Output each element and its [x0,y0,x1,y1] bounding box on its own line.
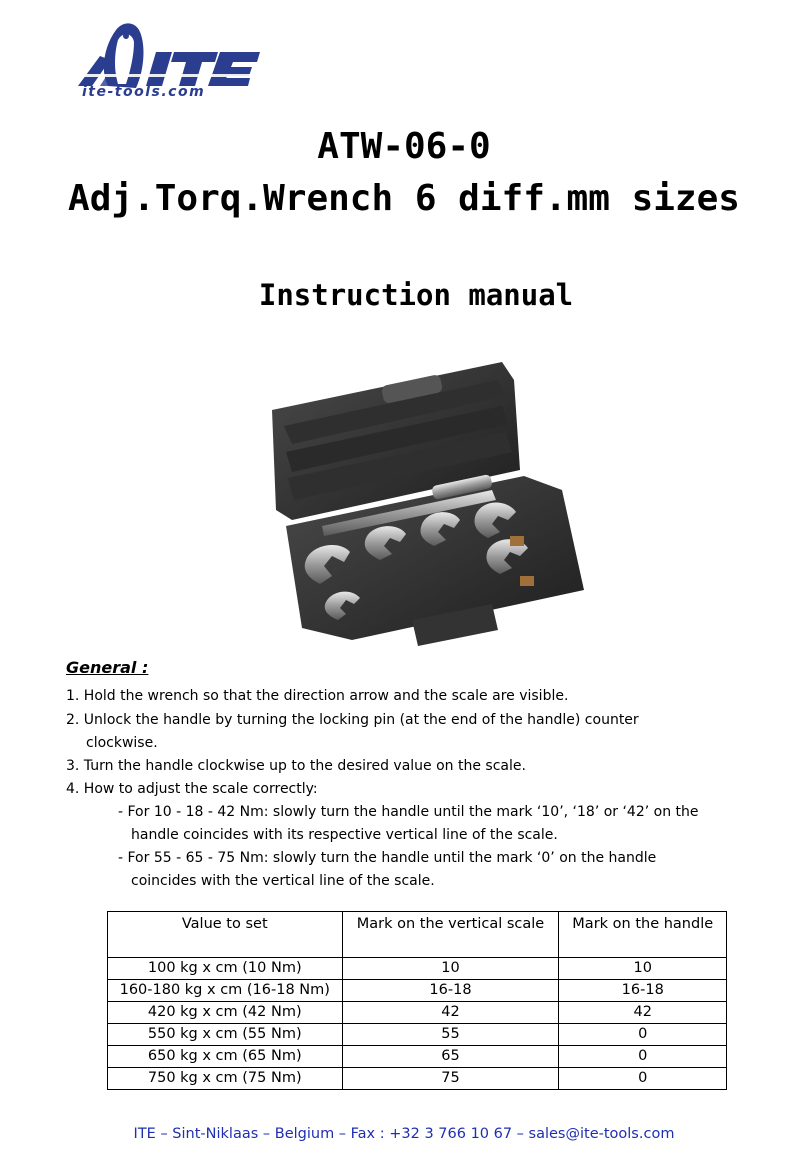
model-title: ATW-06-0 [317,126,491,167]
cell-handle: 16-18 [559,980,727,1002]
cell-handle: 0 [559,1068,727,1090]
product-photo [262,340,592,658]
table-row [108,980,727,1002]
table-row [108,958,727,980]
cell-value: 100 kg x cm (10 Nm) [108,958,343,980]
cell-value: 650 kg x cm (65 Nm) [108,1046,343,1068]
instruction-line: handle coincides with its respective vertical line of the scale. [131,827,558,843]
cell-scale: 75 [342,1068,559,1090]
header-handle-mark: Mark on the handle [559,912,727,958]
cell-handle: 0 [559,1046,727,1068]
cell-value: 750 kg x cm (75 Nm) [108,1068,343,1090]
cell-scale: 16-18 [342,980,559,1002]
general-heading: General : [66,658,149,677]
instruction-line: - For 10 - 18 - 42 Nm: slowly turn the handle until the mark ‘10’, ‘18’ or ‘42’ on the [118,804,699,820]
cell-handle: 10 [559,958,727,980]
header-value-to-set: Value to set [108,912,343,958]
table-row [108,1068,727,1090]
instruction-line: coincides with the vertical line of the scale. [131,873,435,889]
torque-values-table [107,911,727,1090]
cell-handle: 0 [559,1024,727,1046]
manual-subtitle: Instruction manual [258,278,574,312]
table-header-row [108,912,727,958]
instruction-line: 1. Hold the wrench so that the direction arrow and the scale are visible. [66,688,569,704]
table-row [108,1046,727,1068]
contact-footer: ITE – Sint-Niklaas – Belgium – Fax : +32 3 766 10 67 – sales@ite-tools.com [133,1126,675,1142]
instruction-line: 4. How to adjust the scale correctly: [66,781,318,797]
cell-scale: 10 [342,958,559,980]
product-title: Adj.Torq.Wrench 6 diff.mm sizes [68,178,740,219]
instruction-line: - For 55 - 65 - 75 Nm: slowly turn the handle until the mark ‘0’ on the handle [118,850,657,866]
header-vertical-scale: Mark on the vertical scale [342,912,559,958]
cell-handle: 42 [559,1002,727,1024]
logo-url: ite-tools.com [82,84,206,100]
cell-value: 160-180 kg x cm (16-18 Nm) [108,980,343,1002]
instruction-line: 2. Unlock the handle by turning the locking pin (at the end of the handle) counter [66,712,639,728]
table-row [108,1002,727,1024]
cell-scale: 42 [342,1002,559,1024]
cell-scale: 55 [342,1024,559,1046]
cell-value: 550 kg x cm (55 Nm) [108,1024,343,1046]
cell-scale: 65 [342,1046,559,1068]
cell-value: 420 kg x cm (42 Nm) [108,1002,343,1024]
table-row [108,1024,727,1046]
instruction-line: 3. Turn the handle clockwise up to the desired value on the scale. [66,758,526,774]
instruction-line: clockwise. [86,735,158,751]
